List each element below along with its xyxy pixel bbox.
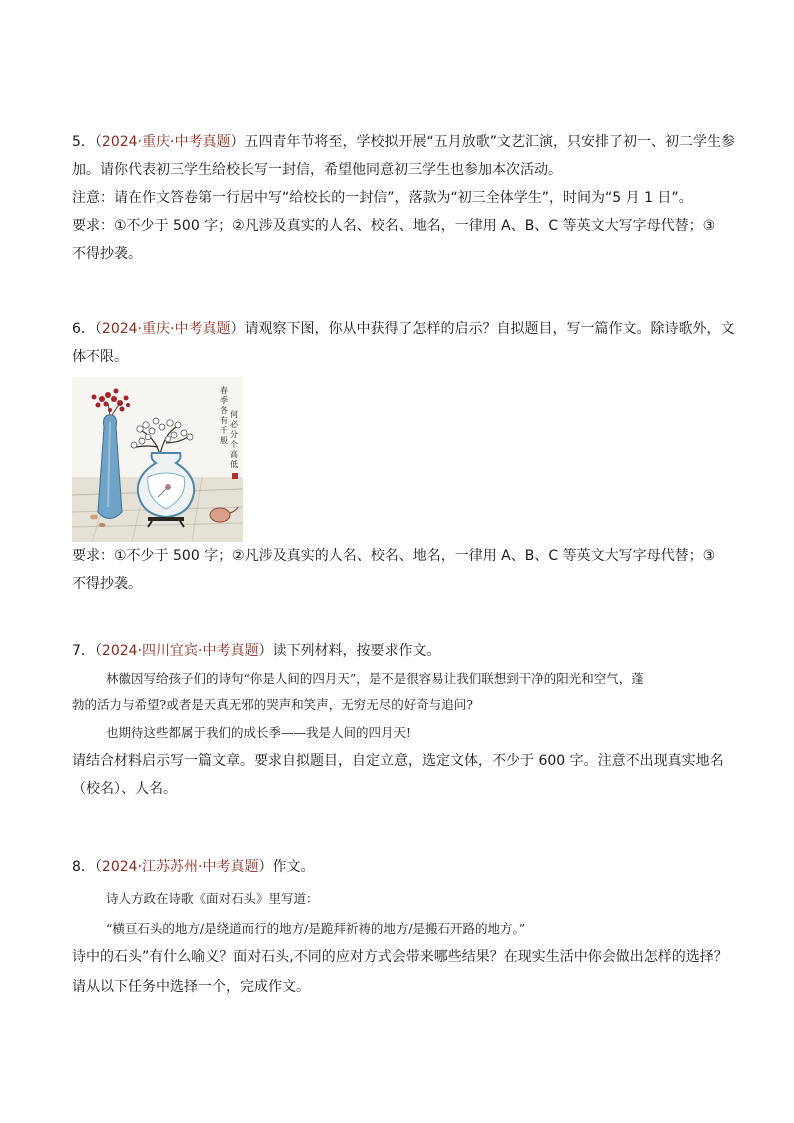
question-6-requirements xyxy=(72,545,732,595)
svg-text:个: 个 xyxy=(230,440,238,449)
question-5-requirement-1: 要求：①不少于 500 字；②凡涉及真实的人名、校名、地名，一律用 A、B、C 等英文大写字母代替；③ xyxy=(72,218,716,234)
svg-text:有: 有 xyxy=(220,416,228,425)
question-source: 2024·四川宜宾·中考真题 xyxy=(101,643,259,659)
question-text: 读下列材料，按要求作文。 xyxy=(272,643,441,659)
question-7 xyxy=(72,640,732,800)
svg-text:低: 低 xyxy=(230,460,238,469)
question-source-close: ） xyxy=(230,134,245,150)
svg-text:必: 必 xyxy=(230,420,238,429)
question-source: 2024·江苏苏州·中考真题 xyxy=(101,859,259,875)
question-number: 5．（ xyxy=(72,134,102,150)
question-8-line-1 xyxy=(72,856,732,878)
question-6-requirement-2: 不得抄袭。 xyxy=(72,576,142,592)
question-7-task-2: （校名）、人名。 xyxy=(72,781,177,797)
question-source-close: ） xyxy=(230,321,245,337)
question-6 xyxy=(72,318,735,368)
question-8-task-1: 诗中的石头”有什么喻义？面对石头,不同的应对方式会带来哪些结果？在现实生活中你会做出怎样的选择？ xyxy=(72,949,728,965)
question-8-task-2: 请从以下任务中选择一个，完成作文。 xyxy=(72,979,310,995)
question-5-requirement-2: 不得抄袭。 xyxy=(72,246,142,262)
svg-text:千: 千 xyxy=(220,426,228,435)
svg-text:高: 高 xyxy=(230,450,238,459)
svg-text:各: 各 xyxy=(220,406,228,415)
question-6-requirement-1: 要求：①不少于 500 字；②凡涉及真实的人名、校名、地名，一律用 A、B、C 等英文大写字母代替；③ xyxy=(72,548,716,564)
question-7-material-3: 也期待这些都属于我们的成长季——我是人间的四月天! xyxy=(106,725,412,740)
question-5-line-2: 加。请你代表初三学生给校长写一封信，希望他同意初三学生也参加本次活动。 xyxy=(72,162,562,178)
question-number: 8．（ xyxy=(72,859,102,875)
question-text: 五四青年节将至，学校拟开展“五月放歌”文艺汇演，只安排了初一、初二学生参 xyxy=(244,134,735,150)
question-source-close: ） xyxy=(258,643,273,659)
svg-text:季: 季 xyxy=(220,396,228,405)
svg-text:何: 何 xyxy=(230,410,238,419)
question-5-line-1 xyxy=(72,131,735,153)
vase-painting-illustration xyxy=(72,377,243,542)
question-8 xyxy=(72,856,732,998)
question-source: 2024·重庆·中考真题 xyxy=(101,134,231,150)
question-number: 6．（ xyxy=(72,321,102,337)
svg-text:般: 般 xyxy=(220,436,228,445)
question-5 xyxy=(72,131,735,265)
svg-text:分: 分 xyxy=(230,430,238,439)
question-text: 请观察下图，你从中获得了怎样的启示？自拟题目，写一篇作文。除诗歌外，文 xyxy=(244,321,735,337)
vase-painting-image xyxy=(72,377,243,542)
question-7-task-1: 请结合材料启示写一篇文章。要求自拟题目，自定立意，选定文体，不少于 600 字。注意不出现真实地名 xyxy=(72,753,724,769)
question-8-material-2: “横亘石头的地方/是绕道而行的地方/是跪拜祈祷的地方/是搬石开路的地方。” xyxy=(106,921,526,936)
svg-text:春: 春 xyxy=(220,386,228,395)
question-6-line-1 xyxy=(72,318,735,340)
question-number: 7．（ xyxy=(72,643,102,659)
question-6-line-2: 体不限。 xyxy=(72,349,128,365)
question-5-note: 注意：请在作文答卷第一行居中写“给校长的一封信”，落款为“初三全体学生”，时间为“5 月 1 日”。 xyxy=(72,190,693,206)
question-source: 2024·重庆·中考真题 xyxy=(101,321,231,337)
question-7-line-1 xyxy=(72,640,732,662)
question-text: 作文。 xyxy=(272,859,315,875)
question-8-material-1: 诗人方政在诗歌《面对石头》里写道： xyxy=(106,891,319,906)
question-source-close: ） xyxy=(258,859,273,875)
question-7-material-2: 勃的活力与希望?或者是天真无邪的哭声和笑声，无穷无尽的好奇与追问? xyxy=(72,697,473,712)
question-7-material-1: 林徽因写给孩子们的诗句“你是人间的四月天”，是不是很容易让我们联想到干净的阳光和空气，蓬 xyxy=(106,671,644,686)
